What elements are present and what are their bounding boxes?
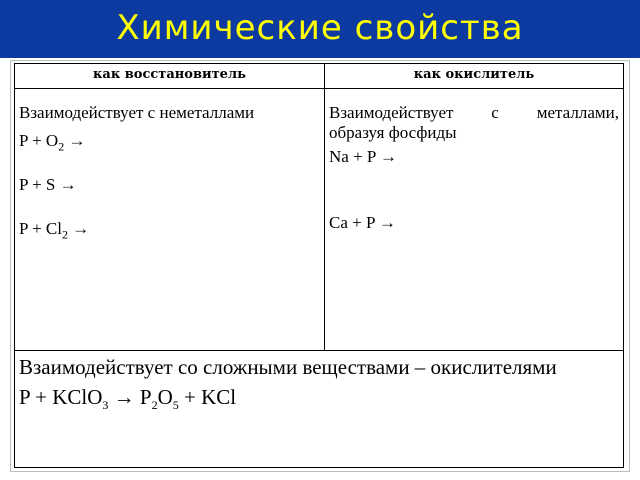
slide-title: Химические свойства [116,8,524,48]
complex-substances-intro: Взаимодействует со сложными веществами – окислителями [19,355,557,379]
reaction-p-s: P + S → [19,175,77,194]
header-oxidizer: как окислитель [413,67,535,82]
oxidizer-intro-line2: образуя фосфиды [329,123,457,142]
header-reducer: как восстановитель [93,67,246,82]
reaction-p-cl2: $P + Cl_2$ → [19,219,90,242]
reaction-na-p: Na + P → [329,147,397,166]
reducer-intro: Взаимодействует с неметаллами [19,103,255,122]
column-divider [324,64,325,350]
bottom-section-divider [15,350,623,351]
oxidizer-intro-line1: Взаимодействует с металлами, [329,103,619,122]
reaction-ca-p: Ca + P → [329,213,397,232]
header-divider [15,88,623,89]
reaction-p-kclo3: P + KClO$_3$ → $P_2O_5$ + KCl [19,385,237,413]
properties-table [14,63,624,468]
reaction-p-o2: $P + O_2$ → [19,131,86,154]
